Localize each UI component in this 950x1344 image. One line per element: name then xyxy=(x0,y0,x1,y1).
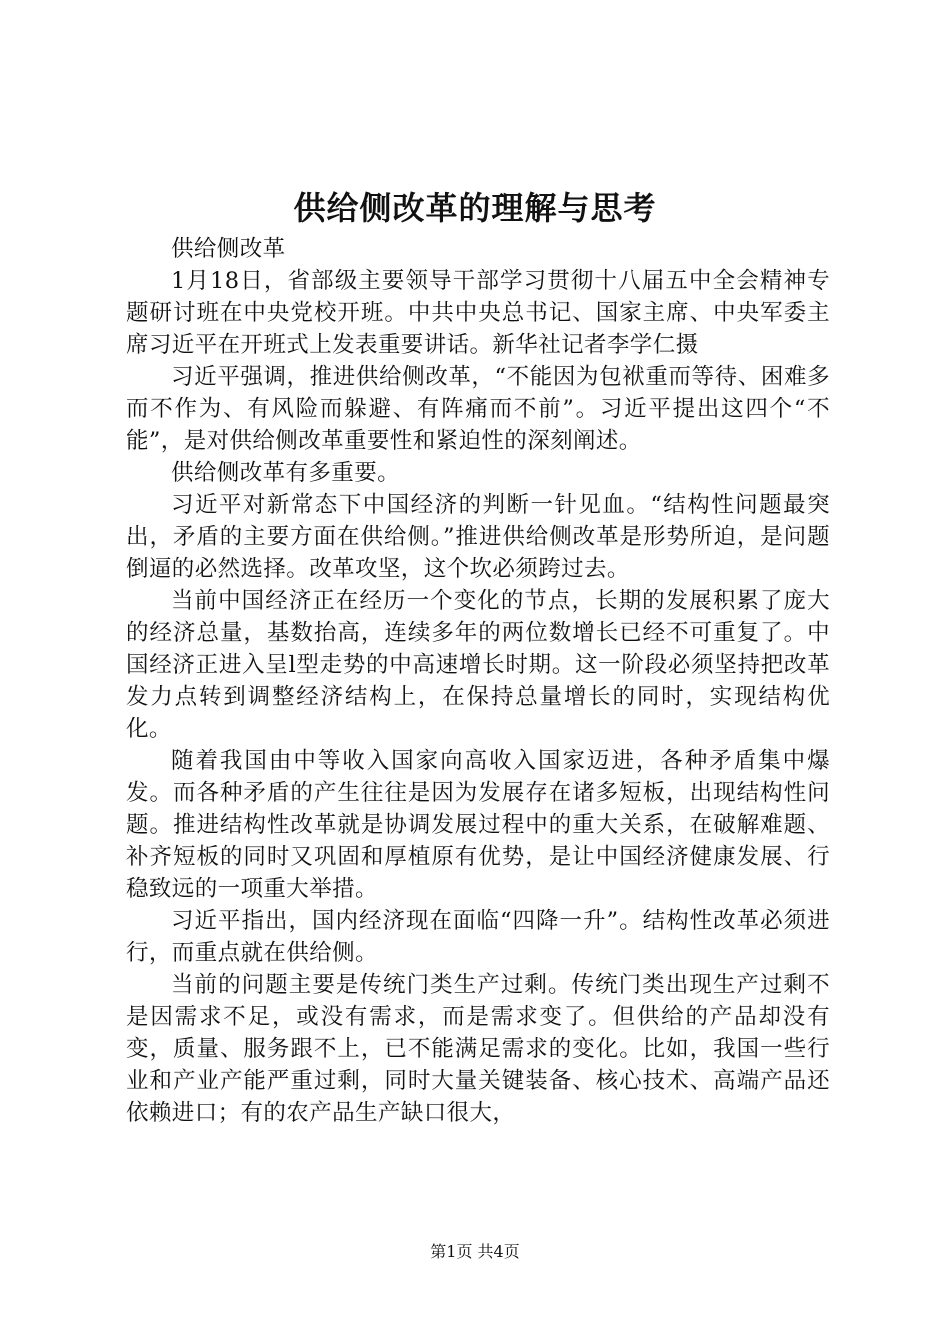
document-body xyxy=(126,233,830,1129)
document-title: 供给侧改革的理解与思考 xyxy=(293,189,657,227)
paragraph: 1月18日，省部级主要领导干部学习贯彻十八届五中全会精神专题研讨班在中央党校开班。中共中央总书记、国家主席、中央军委主席习近平在开班式上发表重要讲话。新华社记者李学仁摄 xyxy=(126,268,830,358)
paragraph: 习近平指出，国内经济现在面临“四降一升”。结构性改革必须进行，而重点就在供给侧。 xyxy=(126,908,830,966)
paragraph: 习近平强调，推进供给侧改革，“不能因为包袱重而等待、困难多而不作为、有风险而躲避、有阵痛而不前”。习近平提出这四个“不能”，是对供给侧改革重要性和紧迫性的深刻阐述。 xyxy=(126,364,830,454)
paragraph: 供给侧改革有多重要。 xyxy=(171,460,401,486)
page-number-footer: 第1页 共4页 xyxy=(430,1242,520,1261)
paragraph: 当前中国经济正在经历一个变化的节点，长期的发展积累了庞大的经济总量，基数抬高，连续多年的两位数增长已经不可重复了。中国经济正进入呈l型走势的中高速增长时期。这一阶段必须坚持把改革发力点转到调整经济结构上，在保持总量增长的同时，实现结构优化。 xyxy=(126,588,830,742)
paragraph: 习近平对新常态下中国经济的判断一针见血。“结构性问题最突出，矛盾的主要方面在供给侧。”推进供给侧改革是形势所迫，是问题倒逼的必然选择。改革攻坚，这个坎必须跨过去。 xyxy=(126,492,830,582)
paragraph: 随着我国由中等收入国家向高收入国家迈进，各种矛盾集中爆发。而各种矛盾的产生往往是因为发展存在诸多短板，出现结构性问题。推进结构性改革就是协调发展过程中的重大关系，在破解难题、补齐短板的同时又巩固和厚植原有优势，是让中国经济健康发展、行稳致远的一项重大举措。 xyxy=(126,748,830,902)
paragraph: 当前的问题主要是传统门类生产过剩。传统门类出现生产过剩不是因需求不足，或没有需求，而是需求变了。但供给的产品却没有变，质量、服务跟不上，已不能满足需求的变化。比如，我国一些行业和产业产能严重过剩，同时大量关键装备、核心技术、高端产品还依赖进口；有的农产品生产缺口很大， xyxy=(126,972,830,1126)
paragraph: 供给侧改革 xyxy=(171,236,286,262)
